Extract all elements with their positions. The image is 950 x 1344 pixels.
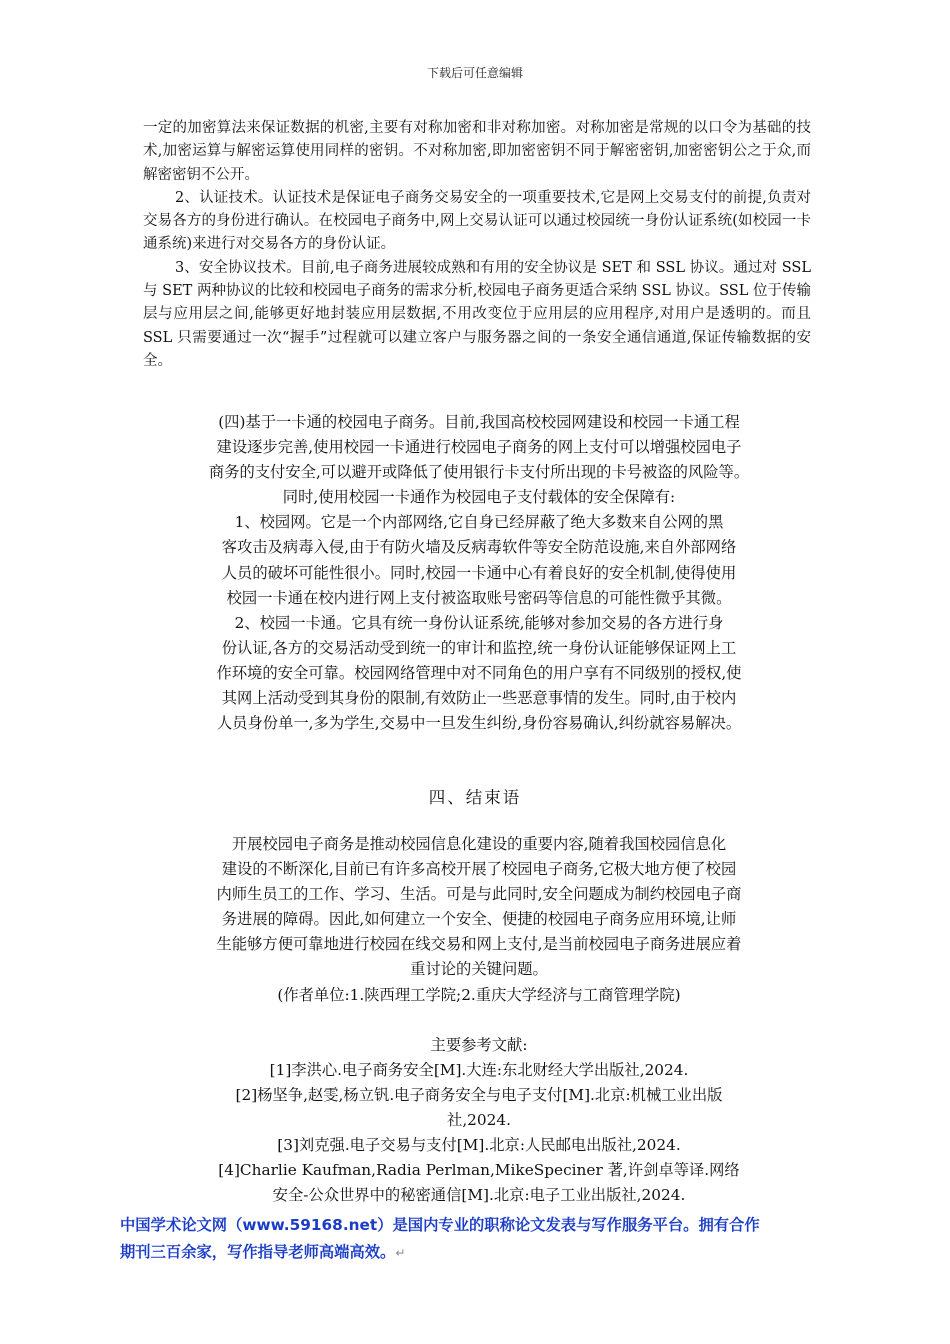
text-line: 份认证,各方的交易活动受到统一的审计和监控,统一身份认证能够保证网上工 bbox=[221, 638, 737, 657]
page-header: 下载后可任意编辑 bbox=[426, 66, 523, 80]
text-line: 建设逐步完善,使用校园一卡通进行校园电子商务的网上支付可以增强校园电子 bbox=[216, 438, 742, 457]
promo-line-2 bbox=[120, 1239, 825, 1267]
reference-line: [1]李洪心.电子商务安全[M].大连:东北财经大学出版社,2024. bbox=[269, 1060, 689, 1079]
text-line: 内师生员工的工作、学习、生活。可是与此同时,安全问题成为制约校园电子商 bbox=[216, 885, 742, 904]
encryption-techniques-section bbox=[143, 117, 811, 373]
text-line: 开展校园电子商务是推动校园信息化建设的重要内容,随着我国校园信息化 bbox=[231, 835, 727, 853]
return-mark-icon: ↵ bbox=[395, 1246, 406, 1260]
campus-card-section bbox=[143, 410, 815, 736]
text-line: 重讨论的关键问题。 bbox=[410, 960, 548, 979]
conclusion-section bbox=[143, 832, 815, 1208]
paragraph-authentication: 2、认证技术。认证技术是保证电子商务交易安全的一项重要技术,它是网上交易支付的前提,负责对交易各方的身份进行确认。在校园电子商务中,网上交易认证可以通过校园统一身份认证系统(如校园一卡通系统)来进行对交易各方的身份认证。 bbox=[143, 189, 811, 253]
conclusion-heading: 四、结束语 bbox=[428, 788, 522, 807]
text-line: 其网上活动受到其身份的限制,有效防止一些恶意事情的发生。同时,由于校内 bbox=[221, 689, 737, 708]
author-unit: (作者单位:1.陕西理工学院;2.重庆大学经济与工商管理学院) bbox=[277, 985, 681, 1004]
promo-footer bbox=[120, 1212, 825, 1267]
text-line: 作环境的安全可靠。校园网络管理中对不同角色的用户享有不同级别的授权,使 bbox=[216, 663, 742, 682]
text-line: 务进展的障碍。因此,如何建立一个安全、便捷的校园电子商务应用环境,让师 bbox=[221, 910, 737, 929]
text-line: 1、校园网。它是一个内部网络,它自身已经屏蔽了绝大多数来自公网的黑 bbox=[234, 513, 724, 532]
promo-line-1: 中国学术论文网（www.59168.net）是国内专业的职称论文发表与写作服务平台。拥有合作 bbox=[120, 1216, 760, 1234]
text-line: 生能够方便可靠地进行校园在线交易和网上支付,是当前校园电子商务进展应着 bbox=[216, 935, 742, 954]
reference-line: [4]Charlie Kaufman,Radia Perlman,MikeSpeciner 著,许剑卓等译.网络 bbox=[218, 1161, 740, 1180]
text-line: 2、校园一卡通。它具有统一身份认证系统,能够对参加交易的各方进行身 bbox=[234, 613, 724, 632]
text-line: 客攻击及病毒入侵,由于有防火墙及反病毒软件等安全防范设施,来自外部网络 bbox=[221, 538, 737, 557]
reference-line: 社,2024. bbox=[447, 1110, 511, 1129]
text-line: 商务的支付安全,可以避开或降低了使用银行卡支付所出现的卡号被盗的风险等。 bbox=[208, 463, 750, 482]
text-line: (四)基于一卡通的校园电子商务。目前,我国高校校园网建设和校园一卡通工程 bbox=[218, 413, 740, 431]
spacer bbox=[143, 1008, 815, 1033]
reference-line: [3]刘克强.电子交易与支付[M].北京:人民邮电出版社,2024. bbox=[277, 1136, 681, 1155]
text-line: 校园一卡通在校内进行网上支付被盗取账号密码等信息的可能性微乎其微。 bbox=[226, 588, 732, 607]
references-title: 主要参考文献: bbox=[430, 1035, 528, 1054]
promo-line-2-text: 期刊三百余家，写作指导老师高端高效。 bbox=[120, 1243, 396, 1261]
reference-line: [2]杨坚争,赵雯,杨立钒.电子商务安全与电子支付[M].北京:机械工业出版 bbox=[235, 1085, 723, 1104]
reference-line: 安全-公众世界中的秘密通信[M].北京:电子工业出版社,2024. bbox=[272, 1186, 686, 1205]
text-line: 人员身份单一,多为学生,交易中一旦发生纠纷,身份容易确认,纠纷就容易解决。 bbox=[216, 714, 742, 733]
text-line: 人员的破坏可能性很小。同时,校园一卡通中心有着良好的安全机制,使得使用 bbox=[221, 563, 737, 582]
paragraph-security-protocol: 3、安全协议技术。目前,电子商务进展较成熟和有用的安全协议是 SET 和 SSL 协议。通过对 SSL 与 SET 两种协议的比较和校园电子商务的需求分析,校园电子商务更适合采纳 SSL 协议。SSL 位于传输层与应用层之间,能够更好地封装应用层数据,不用改变位于应用层的应用程序,对用户是透明的。而且 SSL 只需要通过一次“握手”过程就可以建立客户与服务器之间的一条安全通信通道,保证传输数据的安全。 bbox=[143, 259, 811, 369]
text-line: 同时,使用校园一卡通作为校园电子支付载体的安全保障有: bbox=[282, 488, 676, 507]
text-line: 建设的不断深化,目前已有许多高校开展了校园电子商务,它极大地方便了校园 bbox=[221, 860, 737, 879]
paragraph-encryption: 一定的加密算法来保证数据的机密,主要有对称加密和非对称加密。对称加密是常规的以口令为基础的技术,加密运算与解密运算使用同样的密钥。不对称加密,即加密密钥不同于解密密钥,加密密钥公之于众,而解密密钥不公开。 bbox=[143, 120, 811, 183]
